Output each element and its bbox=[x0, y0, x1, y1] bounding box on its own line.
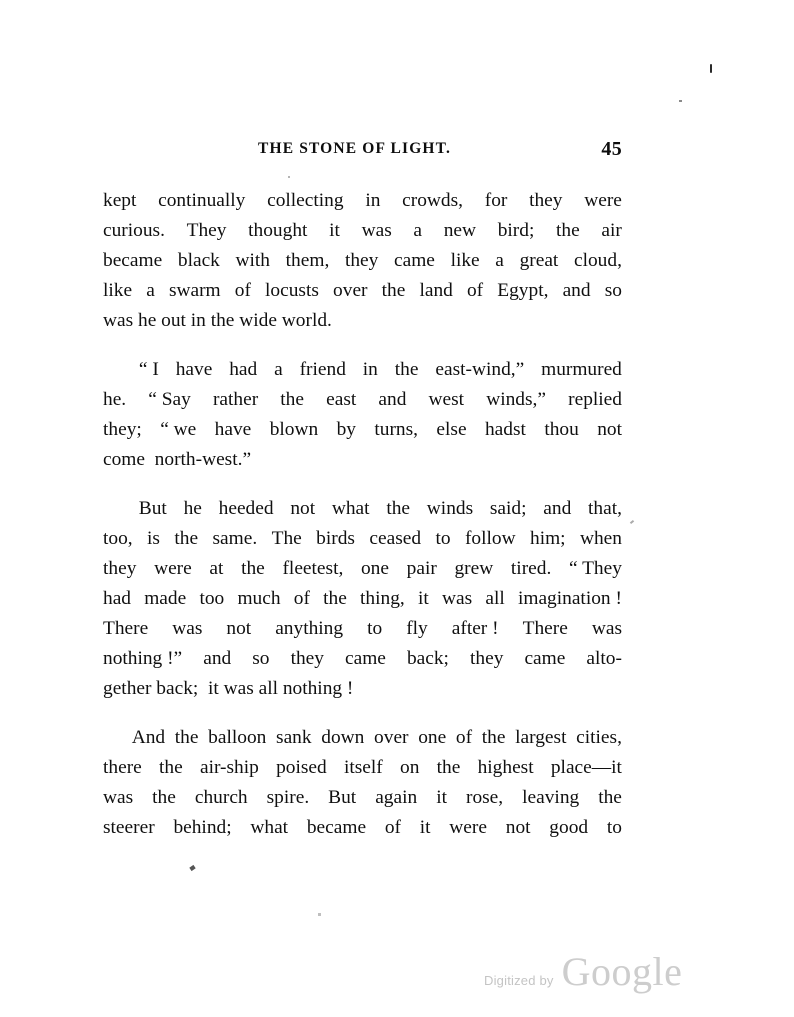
scan-speckle bbox=[710, 64, 712, 73]
word: the bbox=[436, 757, 461, 778]
word: had bbox=[229, 359, 258, 380]
word: they; bbox=[103, 419, 142, 440]
word: and bbox=[543, 498, 572, 519]
word: with bbox=[235, 250, 271, 271]
text-line bbox=[103, 306, 622, 336]
word: and bbox=[378, 389, 407, 410]
word: “ I bbox=[138, 359, 159, 380]
word: so bbox=[604, 280, 622, 301]
word: murmured bbox=[541, 359, 622, 380]
text-line bbox=[103, 614, 622, 644]
word: fleetest, bbox=[282, 558, 344, 579]
scan-speckle bbox=[189, 865, 195, 871]
word: thing, bbox=[360, 588, 405, 609]
word: new bbox=[443, 220, 477, 241]
text-line bbox=[103, 445, 622, 475]
word: good bbox=[549, 817, 589, 838]
word: like bbox=[103, 280, 133, 301]
word: was bbox=[361, 220, 392, 241]
text-line bbox=[103, 276, 622, 306]
word: he. bbox=[103, 389, 127, 410]
word: itself bbox=[343, 757, 383, 778]
word: were bbox=[154, 558, 192, 579]
word: a bbox=[495, 250, 504, 271]
word: behind; bbox=[173, 817, 232, 838]
word: anything bbox=[275, 618, 344, 639]
word: of bbox=[466, 280, 484, 301]
word: by bbox=[336, 419, 356, 440]
word: and bbox=[203, 648, 232, 669]
word: a bbox=[413, 220, 423, 241]
scan-speckle bbox=[679, 100, 682, 102]
text-line bbox=[103, 355, 622, 385]
word: But bbox=[328, 787, 357, 808]
word: alto- bbox=[586, 648, 622, 669]
word: when bbox=[579, 528, 622, 549]
word: pair bbox=[406, 558, 437, 579]
word: they bbox=[103, 558, 137, 579]
word: again bbox=[375, 787, 418, 808]
word: became bbox=[306, 817, 367, 838]
scan-speckle bbox=[630, 520, 634, 524]
word: down bbox=[321, 727, 365, 748]
word: there bbox=[103, 757, 142, 778]
word: came bbox=[394, 250, 435, 271]
text-line bbox=[103, 415, 622, 445]
word: There bbox=[522, 618, 568, 639]
word: much bbox=[237, 588, 281, 609]
word: was he out in the wide world. bbox=[103, 310, 332, 331]
word: the bbox=[174, 727, 199, 748]
word: one bbox=[418, 727, 447, 748]
word: kept bbox=[103, 190, 137, 211]
word: came bbox=[345, 648, 386, 669]
word: steerer bbox=[103, 817, 155, 838]
word: a bbox=[274, 359, 283, 380]
word: to bbox=[606, 817, 622, 838]
word: thought bbox=[248, 220, 308, 241]
word: a bbox=[146, 280, 155, 301]
word: highest bbox=[477, 757, 534, 778]
word: they bbox=[529, 190, 563, 211]
word: is bbox=[147, 528, 160, 549]
word: not bbox=[505, 817, 531, 838]
word: locusts bbox=[265, 280, 319, 301]
word: crowds, bbox=[402, 190, 463, 211]
word: nothing !” bbox=[103, 648, 183, 669]
word: the bbox=[241, 558, 265, 579]
word: the bbox=[381, 280, 406, 301]
word: sank bbox=[276, 727, 312, 748]
word: of bbox=[234, 280, 251, 301]
word: swarm bbox=[168, 280, 221, 301]
text-line bbox=[103, 524, 622, 554]
word: winds bbox=[426, 498, 474, 519]
word: spire. bbox=[266, 787, 310, 808]
word: that, bbox=[588, 498, 622, 519]
word: what bbox=[331, 498, 370, 519]
text-line bbox=[103, 246, 622, 276]
text-line bbox=[103, 554, 622, 584]
word: the bbox=[174, 528, 199, 549]
digitization-watermark bbox=[484, 949, 683, 994]
word: not bbox=[226, 618, 252, 639]
word: of bbox=[455, 727, 473, 748]
word: birds bbox=[316, 528, 355, 549]
word: to bbox=[367, 618, 383, 639]
word: leaving bbox=[522, 787, 580, 808]
word: it bbox=[419, 817, 431, 838]
word: collecting bbox=[267, 190, 344, 211]
word: on bbox=[400, 757, 420, 778]
word: “ Say bbox=[148, 389, 191, 410]
word: like bbox=[450, 250, 480, 271]
word: rather bbox=[212, 389, 259, 410]
text-line bbox=[103, 753, 622, 783]
word: gether back; it was all nothing ! bbox=[103, 678, 354, 699]
word: they bbox=[290, 648, 324, 669]
word: black bbox=[177, 250, 220, 271]
word: so bbox=[252, 648, 270, 669]
word: fly bbox=[406, 618, 428, 639]
word: said; bbox=[489, 498, 527, 519]
body-text bbox=[103, 186, 622, 843]
word: balloon bbox=[208, 727, 267, 748]
word: were bbox=[584, 190, 622, 211]
word: over bbox=[374, 727, 409, 748]
word: west bbox=[428, 389, 465, 410]
word: the bbox=[481, 727, 506, 748]
word: hadst bbox=[484, 419, 526, 440]
word: great bbox=[519, 250, 559, 271]
word: to bbox=[435, 528, 451, 549]
word: the bbox=[598, 787, 622, 808]
word: have bbox=[214, 419, 252, 440]
word: he bbox=[183, 498, 202, 519]
word: was bbox=[591, 618, 622, 639]
word: the bbox=[323, 588, 347, 609]
word: it bbox=[329, 220, 340, 241]
word: had bbox=[103, 588, 131, 609]
word: “ we bbox=[160, 419, 197, 440]
word: in bbox=[362, 359, 378, 380]
text-line bbox=[103, 216, 622, 246]
word: There bbox=[103, 618, 149, 639]
word: became bbox=[103, 250, 163, 271]
word: ceased bbox=[369, 528, 422, 549]
word: came bbox=[524, 648, 566, 669]
word: they bbox=[344, 250, 379, 271]
word: what bbox=[250, 817, 289, 838]
word: it bbox=[436, 787, 447, 808]
word: cities, bbox=[576, 727, 622, 748]
word: rose, bbox=[465, 787, 504, 808]
word: and bbox=[562, 280, 591, 301]
text-line bbox=[103, 674, 622, 704]
word: Egypt, bbox=[497, 280, 549, 301]
word: back; bbox=[406, 648, 449, 669]
word: else bbox=[436, 419, 467, 440]
word: after ! bbox=[451, 618, 499, 639]
word: heeded bbox=[218, 498, 274, 519]
page-title: THE STONE OF LIGHT. bbox=[258, 140, 451, 157]
paragraph bbox=[103, 355, 622, 475]
word: winds,” bbox=[486, 389, 546, 410]
word: too, bbox=[103, 528, 133, 549]
text-line bbox=[103, 385, 622, 415]
word: was bbox=[172, 618, 203, 639]
word: the bbox=[280, 389, 304, 410]
word: were bbox=[449, 817, 487, 838]
text-line bbox=[103, 644, 622, 674]
word: in bbox=[365, 190, 381, 211]
text-line bbox=[103, 813, 622, 843]
word: the bbox=[394, 359, 419, 380]
word: “ They bbox=[568, 558, 622, 579]
word: cloud, bbox=[573, 250, 622, 271]
word: air-ship bbox=[199, 757, 259, 778]
word: was bbox=[441, 588, 473, 609]
word: come north-west.” bbox=[103, 449, 252, 470]
word: too bbox=[199, 588, 225, 609]
page-number: 45 bbox=[601, 138, 622, 160]
text-line bbox=[103, 494, 622, 524]
watermark-provider: Google bbox=[561, 949, 683, 994]
word: turns, bbox=[374, 419, 419, 440]
word: not bbox=[597, 419, 622, 440]
word: the bbox=[386, 498, 411, 519]
running-head bbox=[103, 140, 622, 168]
word: curious. bbox=[103, 220, 165, 241]
word: continually bbox=[158, 190, 246, 211]
word: one bbox=[360, 558, 389, 579]
word: east-wind,” bbox=[435, 359, 525, 380]
word: it bbox=[417, 588, 429, 609]
word: over bbox=[333, 280, 368, 301]
word: of bbox=[293, 588, 310, 609]
word: the bbox=[152, 787, 176, 808]
word: replied bbox=[568, 389, 622, 410]
text-line bbox=[103, 584, 622, 614]
word: at bbox=[209, 558, 224, 579]
scan-speckle bbox=[288, 176, 290, 178]
word: bird; bbox=[497, 220, 535, 241]
word: them, bbox=[285, 250, 330, 271]
word: church bbox=[194, 787, 248, 808]
word: the bbox=[556, 220, 580, 241]
word: thou bbox=[544, 419, 579, 440]
paragraph bbox=[103, 723, 622, 843]
word: largest bbox=[515, 727, 567, 748]
word: not bbox=[290, 498, 316, 519]
word: east bbox=[326, 389, 357, 410]
word: for bbox=[484, 190, 508, 211]
word: they bbox=[470, 648, 504, 669]
word: They bbox=[186, 220, 227, 241]
word: But bbox=[138, 498, 167, 519]
word: imagination ! bbox=[517, 588, 622, 609]
word: was bbox=[103, 787, 134, 808]
word: The bbox=[271, 528, 302, 549]
word: follow bbox=[464, 528, 516, 549]
paragraph bbox=[103, 186, 622, 336]
paragraph bbox=[103, 494, 622, 704]
watermark-digitized-by: Digitized by bbox=[484, 973, 554, 988]
word: of bbox=[384, 817, 401, 838]
text-line bbox=[103, 186, 622, 216]
word: blown bbox=[269, 419, 319, 440]
word: land bbox=[419, 280, 453, 301]
word: same. bbox=[212, 528, 258, 549]
text-line bbox=[103, 783, 622, 813]
scan-speckle bbox=[318, 913, 321, 916]
word: the bbox=[159, 757, 183, 778]
word: him; bbox=[530, 528, 566, 549]
word: have bbox=[175, 359, 213, 380]
word: grew bbox=[454, 558, 494, 579]
word: And bbox=[131, 727, 166, 748]
word: friend bbox=[299, 359, 346, 380]
word: place—it bbox=[550, 757, 622, 778]
word: air bbox=[601, 220, 622, 241]
text-line bbox=[103, 723, 622, 753]
word: made bbox=[144, 588, 187, 609]
word: all bbox=[485, 588, 505, 609]
word: poised bbox=[276, 757, 327, 778]
word: tired. bbox=[510, 558, 552, 579]
